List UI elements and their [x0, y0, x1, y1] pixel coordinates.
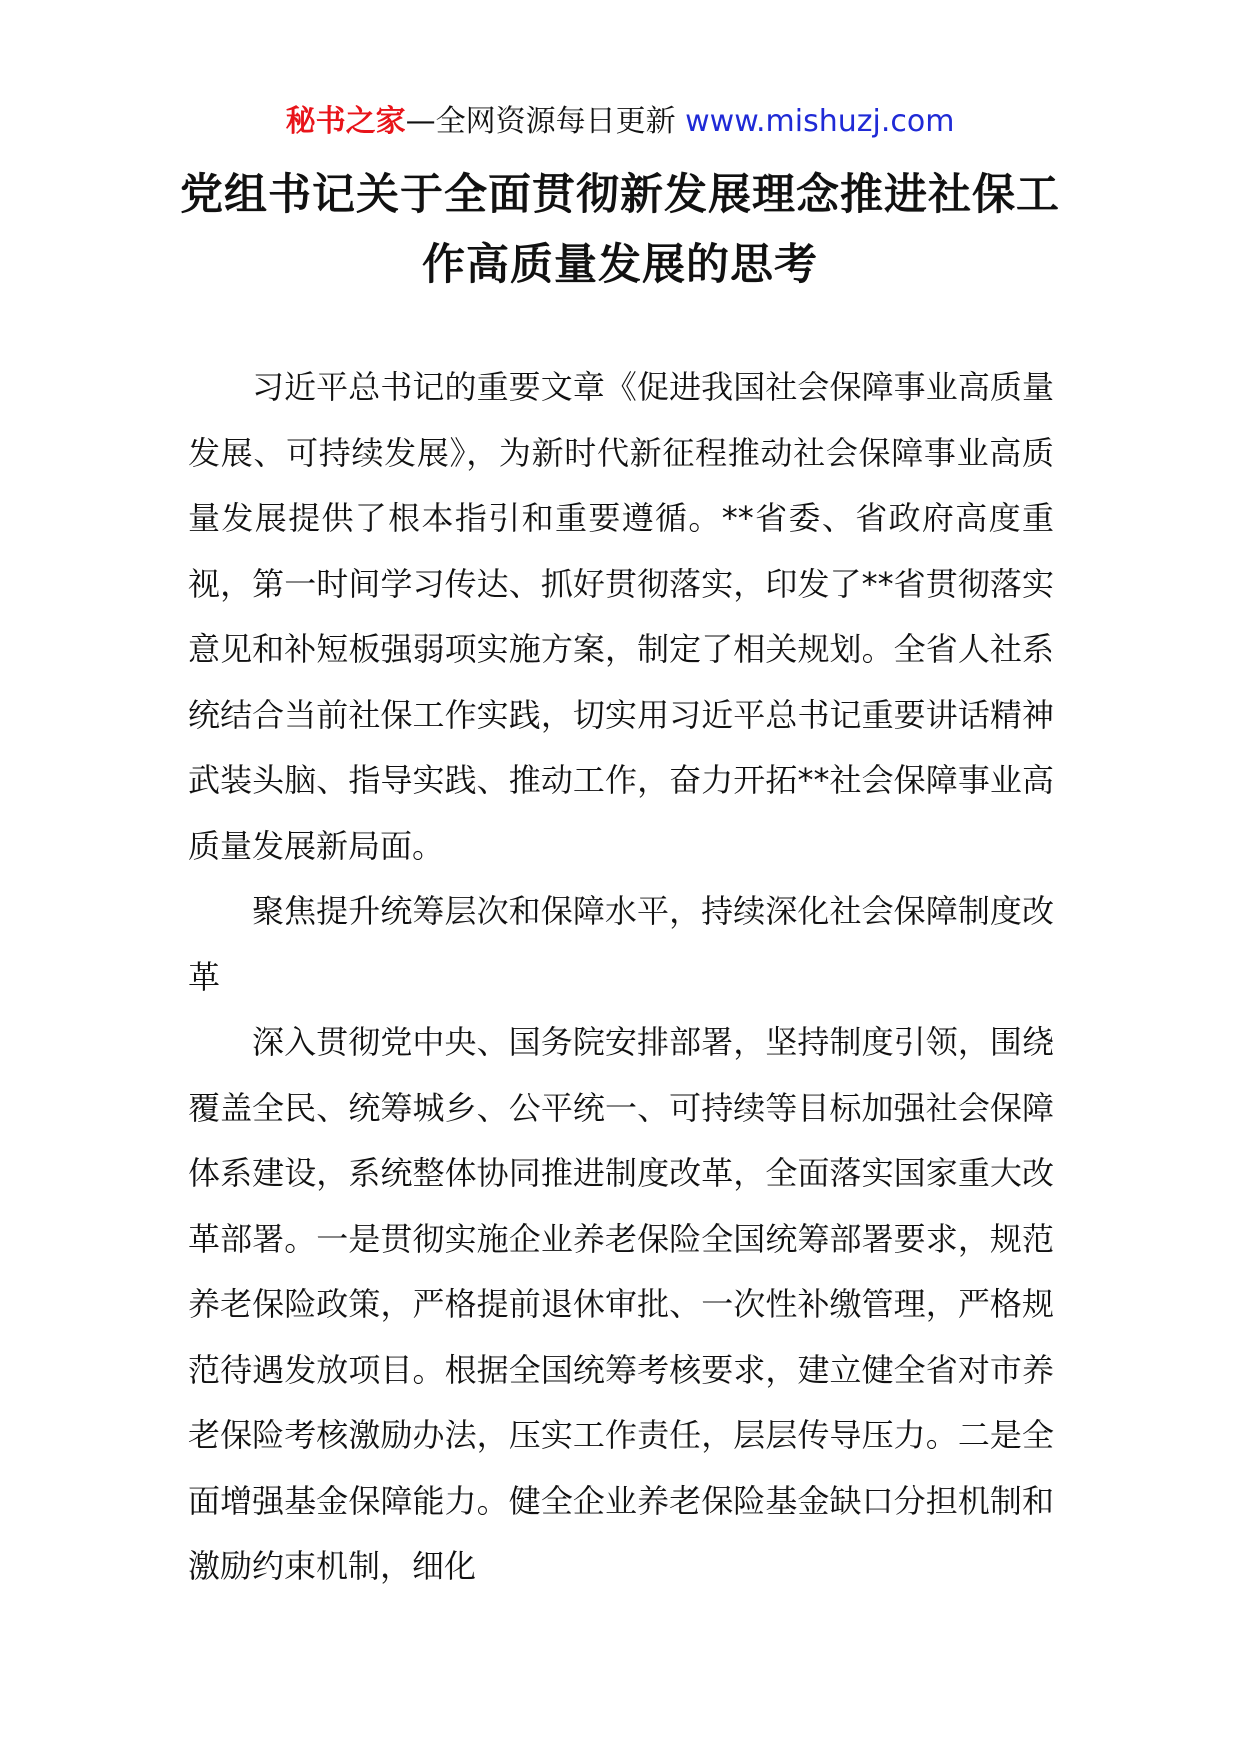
section-heading: 聚焦提升统筹层次和保障水平，持续深化社会保障制度改革 [188, 892, 1054, 996]
paragraph-intro: 习近平总书记的重要文章《促进我国社会保障事业高质量发展、可持续发展》，为新时代新征程推动社会保障事业高质量发展提供了根本指引和重要遵循。**省委、省政府高度重视，第一时间学习传达、抓好贯彻落实，印发了**省贯彻落实意见和补短板强弱项实施方案，制定了相关规划。全省人社系统结合当前社保工作实践，切实用习近平总书记重要讲话精神武装头脑、指导实践、推动工作，奋力开拓**社会保障事业高质量发展新局面。 [188, 368, 1054, 865]
site-header [0, 100, 1240, 144]
site-url: www.mishuzj.com [685, 104, 955, 139]
document-title: 党组书记关于全面贯彻新发展理念推进社保工作高质量发展的思考 [180, 170, 1060, 290]
brand-name: 秘书之家 [285, 104, 406, 139]
document-body [188, 355, 1054, 1600]
paragraph-reform: 深入贯彻党中央、国务院安排部署，坚持制度引领，围绕覆盖全民、统筹城乡、公平统一、可持续等目标加强社会保障体系建设，系统整体协同推进制度改革，全面落实国家重大改革部署。一是贯彻实施企业养老保险全国统筹部署要求，规范养老保险政策，严格提前退休审批、一次性补缴管理，严格规范待遇发放项目。根据全国统筹考核要求，建立健全省对市养老保险考核激励办法，压实工作责任，层层传导压力。二是全面增强基金保障能力。健全企业养老保险基金缺口分担机制和激励约束机制，细化 [188, 1023, 1054, 1585]
site-slogan: —全网资源每日更新 [405, 104, 686, 139]
